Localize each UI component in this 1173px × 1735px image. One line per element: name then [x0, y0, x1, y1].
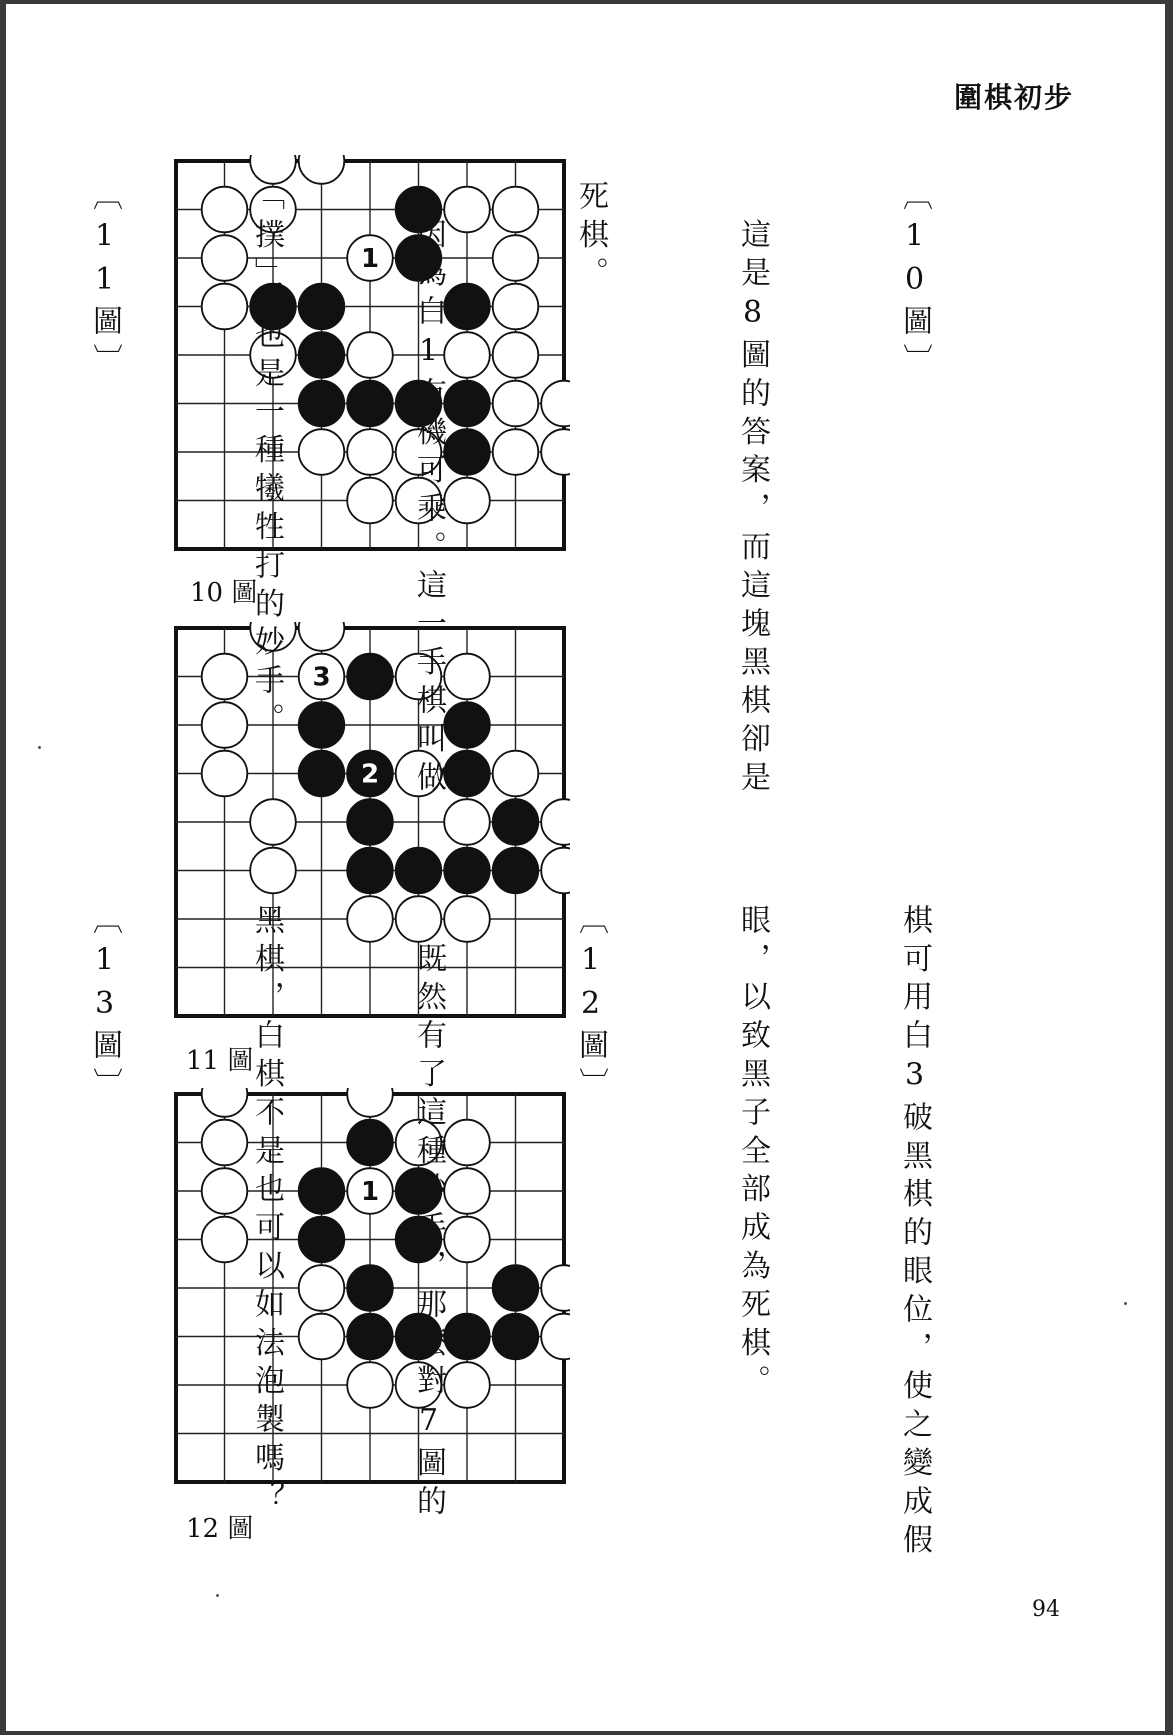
move-number-label: 3 [312, 662, 331, 693]
black-stone [347, 848, 393, 894]
diagram-caption-10: 10 圖 [190, 578, 258, 608]
book-page [6, 4, 1165, 1731]
black-stone [493, 848, 539, 894]
lower-line-2: 眼，以致黑子全部成為死棋。 [735, 904, 770, 1404]
lower-line-4: 既然有了這種妙手，那麼對7圖的 [411, 904, 446, 1524]
diagram-caption-11: 11 圖 [186, 1046, 254, 1076]
diagram-caption-12: 12 圖 [186, 1514, 254, 1544]
white-stone [250, 848, 296, 894]
running-head: 圍棋初步 [954, 81, 1075, 114]
scan-speck [1124, 1302, 1127, 1305]
scan-speck [216, 1594, 219, 1597]
black-stone [396, 848, 442, 894]
upper-line-6: 〔11圖〕 [87, 180, 122, 382]
upper-line-3: 死棋。 [573, 180, 608, 296]
upper-text-block [6, 180, 1049, 830]
scan-speck [38, 746, 41, 749]
white-stone [541, 848, 570, 894]
black-stone [444, 848, 490, 894]
lower-line-1: 棋可用白3破黑棋的眼位，使之變成假 [897, 904, 932, 1562]
lower-text-block [6, 904, 1049, 1564]
upper-line-1: 〔10圖〕 [897, 180, 932, 382]
page-number: 94 [1032, 1597, 1060, 1622]
upper-line-4: 因為白1有機可乘。這一手棋叫做 [411, 180, 446, 800]
move-number-label: 1 [360, 244, 380, 274]
upper-line-5: 「撲」，也是一種犧牲打的妙手。 [249, 180, 284, 741]
move-number-label: 2 [360, 759, 380, 790]
move-number-label: 1 [360, 1177, 380, 1207]
lower-line-3: 〔12圖〕 [573, 904, 608, 1106]
lower-line-6: 〔13圖〕 [87, 904, 122, 1106]
lower-line-5: 黑棋，白棋不是也可以如法泡製嗎？ [249, 904, 284, 1519]
upper-line-2: 這是8圖的答案，而這塊黑棋卻是 [735, 180, 770, 800]
